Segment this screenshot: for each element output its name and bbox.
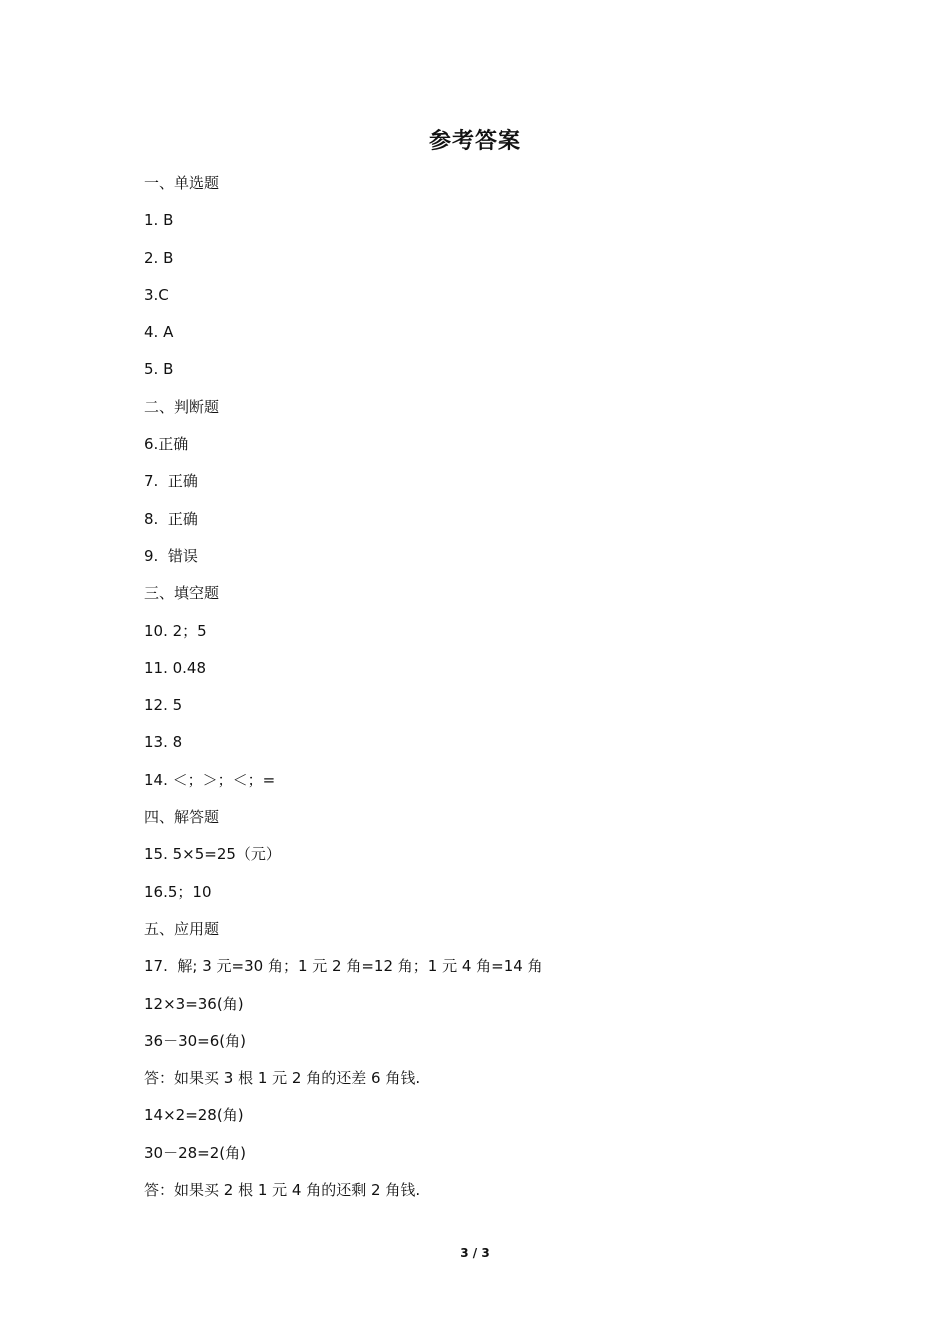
- answer-line: 11. 0.48: [144, 658, 207, 677]
- answer-line: 17. 解; 3 元=30 角；1 元 2 角=12 角；1 元 4 角=14 角: [144, 957, 543, 976]
- answer-line: 14×2=28(角): [144, 1106, 244, 1125]
- section-heading: 五、应用题: [144, 919, 220, 938]
- answer-line: 3.C: [144, 285, 169, 304]
- page-title: 参考答案: [428, 129, 521, 154]
- answer-line: 15. 5×5=25（元）: [144, 845, 281, 864]
- answer-list: [144, 172, 844, 1216]
- answer-line: 1. B: [144, 211, 174, 230]
- answer-line: 12×3=36(角): [144, 994, 244, 1013]
- answer-line: 16.5；10: [144, 882, 212, 901]
- answer-line: 8. 正确: [144, 509, 198, 528]
- answer-line: 2. B: [144, 248, 174, 267]
- answer-line: 答：如果买 3 根 1 元 2 角的还差 6 角钱.: [144, 1069, 421, 1088]
- answer-line: 12. 5: [144, 696, 183, 715]
- answer-line: 答：如果买 2 根 1 元 4 角的还剩 2 角钱.: [144, 1181, 421, 1200]
- answer-line: 6.正确: [144, 435, 189, 454]
- answer-line: 13. 8: [144, 733, 183, 752]
- page-number: 3 / 3: [460, 1246, 490, 1260]
- section-heading: 四、解答题: [144, 808, 220, 827]
- answer-line: 4. A: [144, 323, 174, 342]
- answer-line: 7. 正确: [144, 472, 198, 491]
- answer-line: 10. 2；5: [144, 621, 207, 640]
- answer-line: 5. B: [144, 360, 174, 379]
- section-heading: 一、单选题: [144, 174, 220, 192]
- answer-line: 30－28=2(角): [144, 1143, 246, 1162]
- section-heading: 三、填空题: [144, 584, 220, 603]
- answer-line: 14. ＜；＞；＜；=: [144, 770, 276, 789]
- answer-line: 36－30=6(角): [144, 1031, 246, 1050]
- answer-line: 9. 错误: [144, 546, 198, 565]
- section-heading: 二、判断题: [144, 397, 220, 416]
